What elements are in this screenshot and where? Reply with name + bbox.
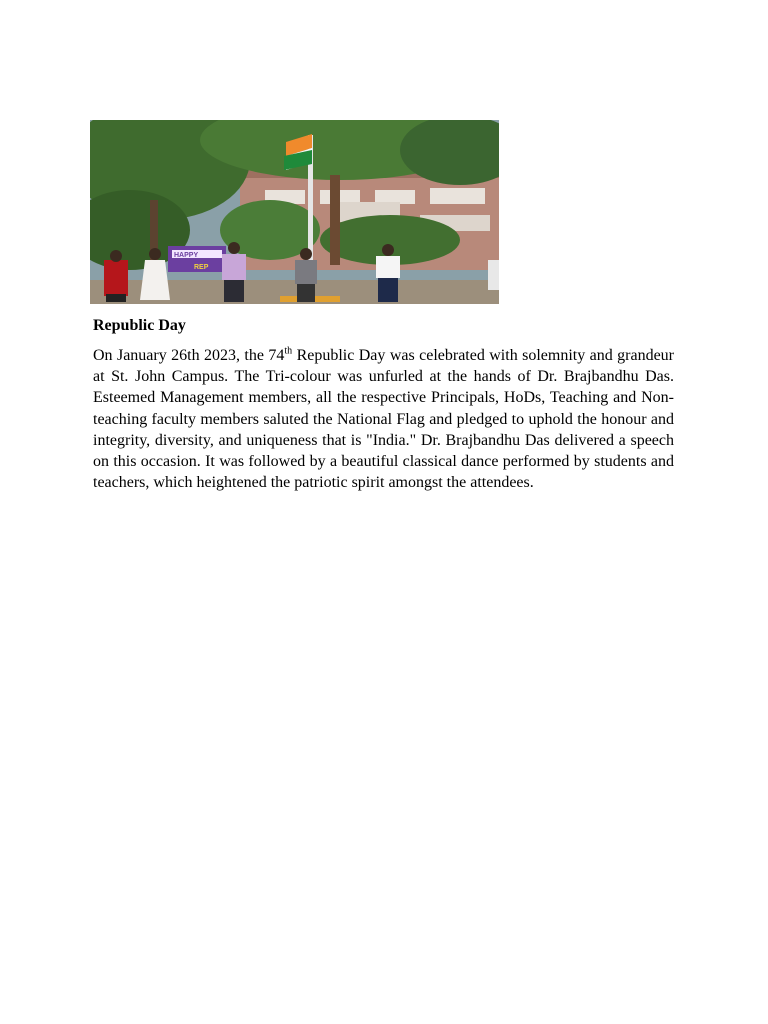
section-heading: Republic Day [93,317,186,334]
svg-text:HAPPY: HAPPY [174,252,199,259]
flag-hoisting-illustration [90,120,499,304]
paragraph-part-2: Republic Day was celebrated with solemnity and grandeur at St. John Campus. The Tri-colour was unfurled at the hands of Dr. Brajbandhu Das. Esteemed Management members, all the respective Principals, HoDs, Teaching and Non-teaching faculty members saluted the National Flag and pledged to uphold the honour and integrity, diversity, and uniqueness that is "India." Dr. Brajbandhu Das delivered a speech on this occasion. It was followed by a beautiful classical dance performed by students and teachers, which heightened the patriotic spirit amongst the attendees. [93,347,675,492]
paragraph-part-1: On January 26th 2023, the 74 [93,347,285,364]
ordinal-superscript: th [284,345,293,357]
flag-hoisting-photo [90,120,499,304]
svg-text:REP: REP [194,264,209,271]
body-paragraph [93,345,674,493]
